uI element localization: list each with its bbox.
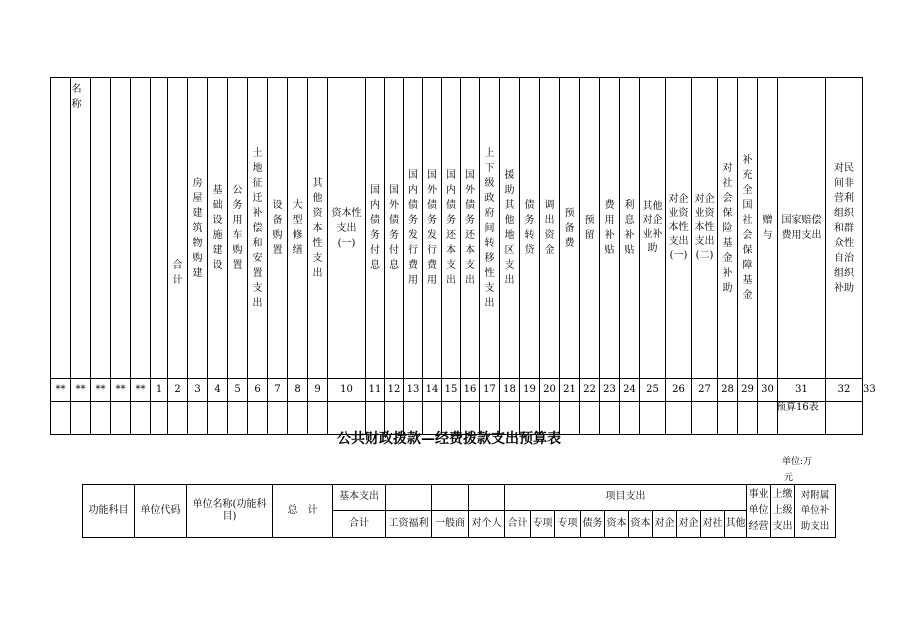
- col-header-25: 对企业资本性支出(一): [668, 194, 689, 261]
- name-header: 名称: [71, 84, 82, 110]
- col-header-22: 费用补贴: [604, 200, 615, 256]
- num-cell: 3: [188, 379, 208, 402]
- num-cell: 19: [520, 379, 540, 402]
- col-header-10: 国内债务付息: [370, 185, 380, 271]
- expenditure-budget-table: [82, 484, 836, 538]
- col-header-6: 设备购置: [272, 200, 283, 256]
- basic-blank: [469, 485, 505, 511]
- star-cell: **: [71, 379, 91, 402]
- num-cell: 14: [423, 379, 442, 402]
- project-sub: 专项: [555, 511, 581, 538]
- col-header-15: 国外债务还本支出: [465, 170, 475, 286]
- basic-blank: [432, 485, 469, 511]
- col-header-20: 预备费: [564, 207, 575, 249]
- num-cell: 17: [480, 379, 500, 402]
- col-header-3: 基础设施建设: [212, 185, 223, 271]
- num-cell: 15: [442, 379, 461, 402]
- num-cell: 9: [308, 379, 328, 402]
- num-cell: 28: [718, 379, 738, 402]
- basic-sub-total: 合计: [333, 511, 386, 538]
- col-header-21: 预留: [584, 215, 595, 241]
- col-header-11: 国外债务付息: [389, 185, 399, 271]
- basic-sub-wage: 工资福利: [386, 511, 432, 538]
- project-sub: 专项: [531, 511, 555, 538]
- num-cell: 22: [580, 379, 600, 402]
- col-header-5: 土地征迁补偿和安置支出: [252, 147, 263, 309]
- col-header-24: 其他对企业补助: [642, 201, 663, 254]
- unit-note: [782, 454, 822, 486]
- num-cell: 5: [228, 379, 248, 402]
- basic-blank: [386, 485, 432, 511]
- col-header-2: 房屋建筑物购建: [192, 177, 203, 279]
- num-cell: 8: [288, 379, 308, 402]
- project-sub: 对企: [653, 511, 677, 538]
- project-sub: 其他: [725, 511, 747, 538]
- col-header-29: 赠与: [762, 215, 773, 241]
- col-header-12: 国内债务发行费用: [408, 170, 418, 286]
- project-sub: 合计: [505, 511, 531, 538]
- func-subject-header: 功能科目: [83, 485, 135, 538]
- num-cell: 30: [758, 379, 778, 402]
- num-cell: 16: [461, 379, 480, 402]
- unit-code-header: 单位代码: [135, 485, 187, 538]
- unit-label: 单位:万: [782, 457, 813, 467]
- col-header-28: 补充全国社会保障基金: [742, 155, 753, 301]
- num-cell: 12: [385, 379, 404, 402]
- project-sub: 对企: [677, 511, 701, 538]
- num-cell: 2: [168, 379, 188, 402]
- col-header-26: 对企业资本性支出(二): [694, 194, 715, 261]
- col-header-23: 利息补贴: [624, 200, 635, 256]
- num-cell: 7: [268, 379, 288, 402]
- num-cell: 13: [404, 379, 423, 402]
- page-title: 公共财政拨款—经费拨款支出预算表: [337, 431, 561, 447]
- col-header-1: 合计: [172, 260, 183, 286]
- num-cell: 18: [500, 379, 520, 402]
- num-cell: 31: [778, 379, 826, 402]
- total-header: 总 计: [273, 485, 333, 538]
- star-cell: **: [91, 379, 111, 402]
- col-header-17: 援助其他地区支出: [504, 170, 515, 286]
- col-header-31: 对民间非营利组织和群众性自治组织补助: [834, 162, 854, 294]
- num-cell: 32: [826, 379, 863, 402]
- unit-name-header: 单位名称(功能科目): [187, 485, 273, 538]
- num-cell: 21: [560, 379, 580, 402]
- basic-sub-personal: 对个人: [469, 511, 505, 538]
- upper-pay-header: 上缴上级支出: [771, 485, 795, 538]
- num-cell: 24: [620, 379, 640, 402]
- col-header-9: 资本性支出(一): [331, 207, 362, 249]
- num-cell: 20: [540, 379, 560, 402]
- project-sub: 资本: [605, 511, 629, 538]
- star-cell: **: [111, 379, 131, 402]
- num-cell: 27: [692, 379, 718, 402]
- col-header-4: 公务用车购置: [232, 185, 243, 271]
- num-cell: 6: [248, 379, 268, 402]
- num-cell: 23: [600, 379, 620, 402]
- project-sub: 对社: [701, 511, 725, 538]
- basic-sub-general: 一般商: [432, 511, 469, 538]
- star-cell: **: [51, 379, 71, 402]
- col-header-14: 国内债务还本支出: [446, 170, 456, 286]
- num-cell: 1: [151, 379, 168, 402]
- num-cell: 25: [640, 379, 666, 402]
- num-cell: 11: [366, 379, 385, 402]
- budget-columns-table: 名称 合计 房屋建筑物购建 基础设施建设 公务用车购置 土地征迁补偿和安置支出 设备购置 大型修缮 其他资本性支出 资本性支出(一) 国内债务付息 国外债务付息 国内债务发行费用 国外债务发行费用 国内债务还本支出 国外债务还本支出 上下级政府间转移性支出 援助其他地区支出 债务转贷 调出资金 预备费 预留 费用补贴 利息补贴 其他对企业补助 对企业资本性支出(一) 对企业资本性支出(二) 对社会保险基金补助 补充全国社会保障基金 赠与 国家赔偿费用支出 对民间非营利组织和群众性自治组织补助 ** ** ** ** ** 1 2 3 4 5 6 7 8 9 10 11 12 13 14 15 16 17 18 19 20 21 22 23 24 25 26 27 28 29 30 31 32 33: [50, 77, 863, 435]
- basic-expenditure-header: 基本支出: [333, 485, 386, 511]
- col-header-30: 国家赔偿费用支出: [781, 215, 822, 241]
- inst-income-header: 事业单位经营: [747, 485, 771, 538]
- project-expenditure-header: 项目支出: [505, 485, 747, 511]
- num-cell: 10: [328, 379, 366, 402]
- unit-value: 元: [784, 473, 794, 483]
- col-header-27: 对社会保险基金补助: [722, 162, 733, 294]
- col-header-8: 其他资本性支出: [312, 177, 323, 279]
- star-cell: **: [131, 379, 151, 402]
- num-cell: 26: [666, 379, 692, 402]
- col-header-7: 大型修缮: [292, 200, 303, 256]
- num-cell: 4: [208, 379, 228, 402]
- project-sub: 资本: [629, 511, 653, 538]
- col-header-18: 债务转贷: [524, 200, 535, 256]
- num-cell: 29: [738, 379, 758, 402]
- affiliate-subsidy-header: 对附属单位补助支出: [795, 485, 836, 538]
- budget-table-number: 预算16表: [776, 402, 819, 413]
- col-header-19: 调出资金: [544, 200, 555, 256]
- col-header-13: 国外债务发行费用: [427, 170, 437, 286]
- col-header-16: 上下级政府间转移性支出: [484, 147, 495, 309]
- project-sub: 债务: [581, 511, 605, 538]
